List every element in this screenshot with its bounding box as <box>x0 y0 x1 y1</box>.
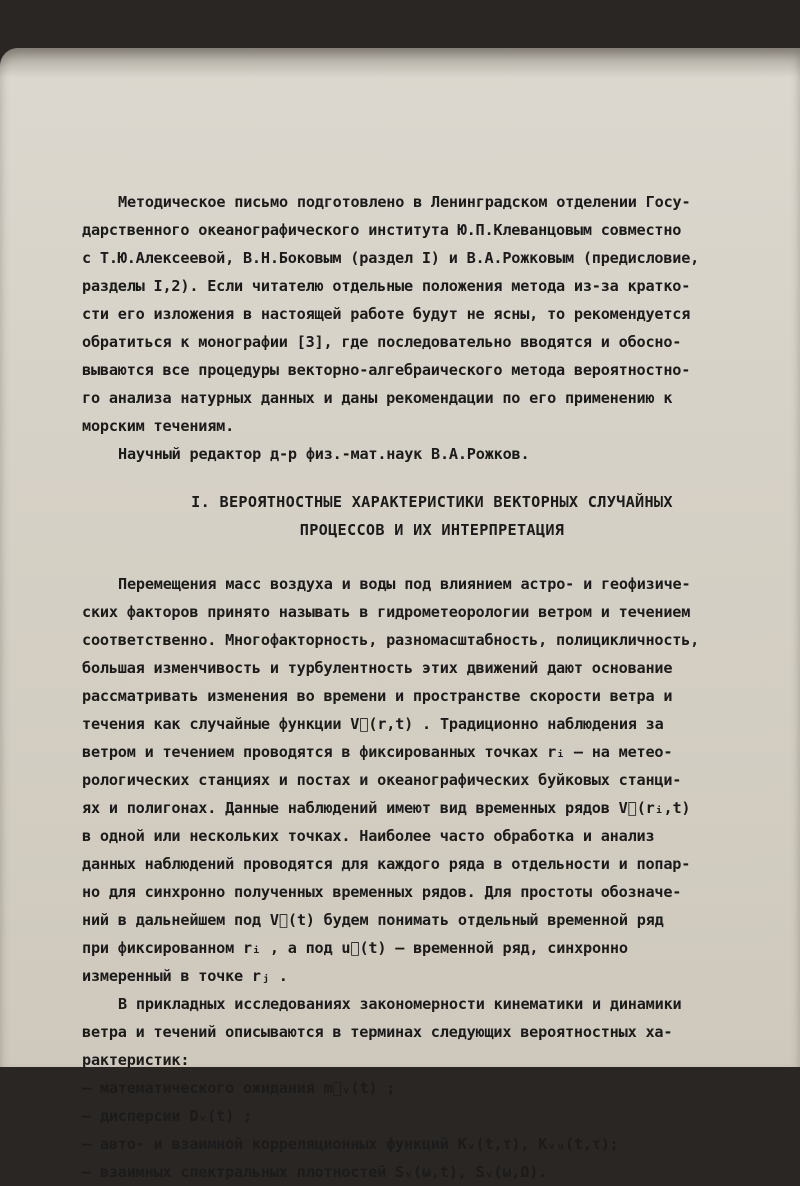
intro-paragraph <box>82 188 782 468</box>
characteristics-paragraph <box>82 990 782 1186</box>
body-line: В прикладных исследованиях закономерности кинематики и динамики <box>118 995 682 1013</box>
body-line: измеренный в точке rⱼ . <box>82 967 288 985</box>
body-line: ний в дальнейшем под V⃗(t) будем понимать отдельный временной ряд <box>82 911 664 929</box>
body-line: при фиксированном rᵢ , а под u⃗(t) – временной ряд, синхронно <box>82 939 628 957</box>
intro-line: морским течениям. <box>82 417 235 435</box>
intro-line: разделы I,2). Если читателю отдельные положения метода из-за кратко- <box>82 277 691 295</box>
list-item: – дисперсии Dᵥ(t) ; <box>82 1107 252 1125</box>
body-line: ских факторов принято называть в гидрометеорологии ветром и течением <box>82 603 691 621</box>
list-item: – взаимных спектральных плотностей Sᵥ(ω,t), Sᵥ(ω,Ω). <box>82 1163 548 1181</box>
body-line: в одной или нескольких точках. Наиболее часто обработка и анализ <box>82 827 655 845</box>
section-heading-line1: I. ВЕРОЯТНОСТНЫЕ ХАРАКТЕРИСТИКИ ВЕКТОРНЫХ СЛУЧАЙНЫХ <box>191 493 673 511</box>
document-page <box>0 48 800 1181</box>
section-heading-line2: ПРОЦЕССОВ И ИХ ИНТЕРПРЕТАЦИЯ <box>299 521 565 539</box>
body-line: ях и полигонах. Данные наблюдений имеют вид временных рядов V⃗(rᵢ,t) <box>82 799 691 817</box>
page-content <box>82 188 782 1186</box>
body-line: но для синхронно полученных временных рядов. Для простоты обозначе- <box>82 883 682 901</box>
body-paragraph <box>82 570 782 990</box>
intro-line: Методическое письмо подготовлено в Ленинградском отделении Госу- <box>118 193 691 211</box>
section-heading <box>82 488 782 544</box>
editor-credit: Научный редактор д-р физ.-мат.наук В.А.Рожков. <box>118 445 530 463</box>
body-line: Перемещения масс воздуха и воды под влиянием астро- и геофизиче- <box>118 575 691 593</box>
body-line: данных наблюдений проводятся для каждого ряда в отдельности и попар- <box>82 855 691 873</box>
intro-line: дарственного океанографического института Ю.П.Клеванцовым совместно <box>82 221 682 239</box>
body-line: рассматривать изменения во времени и пространстве скорости ветра и <box>82 687 673 705</box>
intro-line: обратиться к монографии [3], где последовательно вводятся и обосно- <box>82 333 682 351</box>
body-line: соответственно. Многофакторность, разномасштабность, полицикличность, <box>82 631 700 649</box>
list-item: – авто- и взаимной корреляционных функций Kᵥ(t,τ), Kᵥᵤ(t,τ); <box>82 1135 619 1153</box>
intro-line: сти его изложения в настоящей работе будут не ясны, то рекомендуется <box>82 305 691 323</box>
body-line: ветром и течением проводятся в фиксированных точках rᵢ – на метео- <box>82 743 673 761</box>
intro-line: го анализа натурных данных и даны рекомендации по его применению к <box>82 389 673 407</box>
body-line: рологических станциях и постах и океанографических буйковых станци- <box>82 771 682 789</box>
list-item: – математического ожидания m⃗ᵥ(t) ; <box>82 1079 396 1097</box>
body-line: большая изменчивость и турбулентность этих движений дают основание <box>82 659 673 677</box>
intro-line: вываются все процедуры векторно-алгебраического метода вероятностно- <box>82 361 691 379</box>
body-line: течения как случайные функции V⃗(r,t) . Традиционно наблюдения за <box>82 715 664 733</box>
body-line: рактеристик: <box>82 1051 190 1069</box>
body-line: ветра и течений описываются в терминах следующих вероятностных ха- <box>82 1023 673 1041</box>
intro-line: с Т.Ю.Алексеевой, В.Н.Боковым (раздел I) и В.А.Рожковым (предисловие, <box>82 249 700 267</box>
